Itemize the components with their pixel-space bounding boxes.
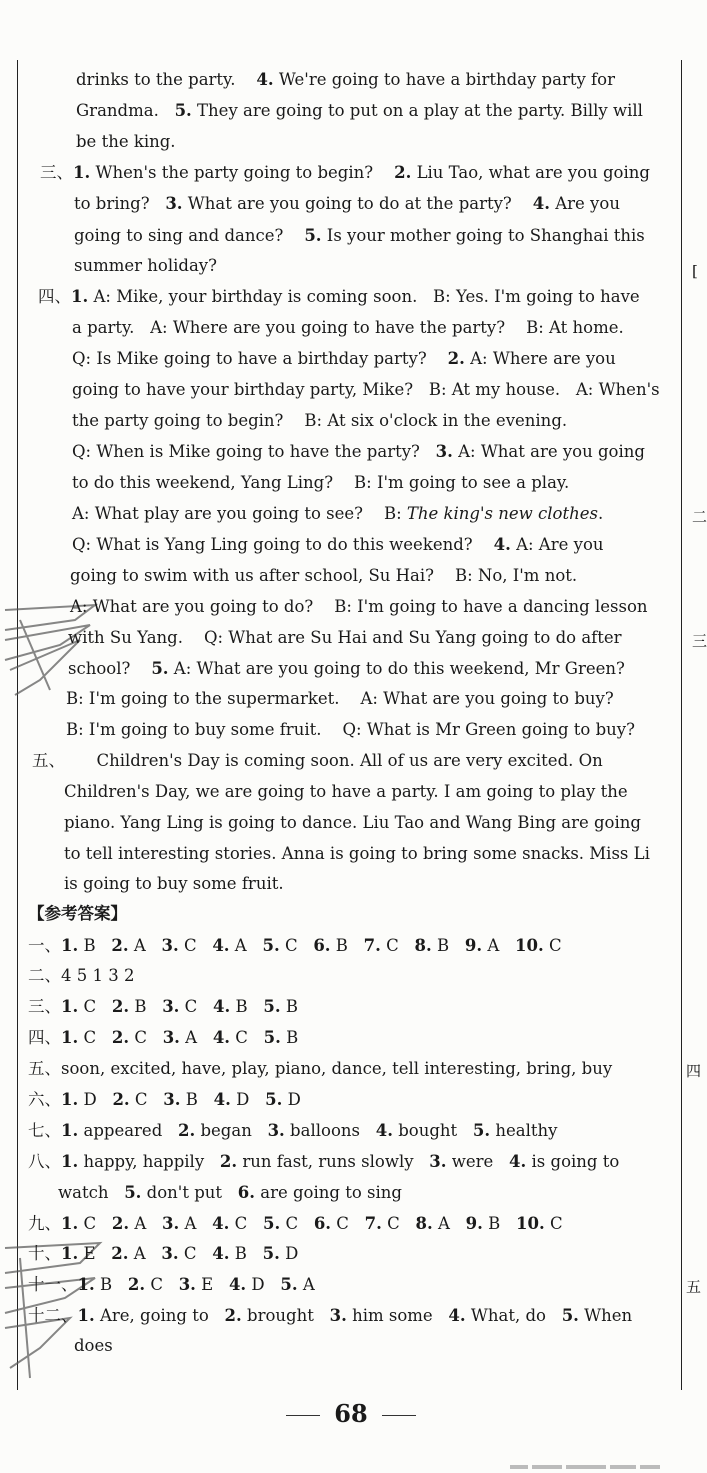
right-edge-mark-1: [ [692,262,698,280]
text-line: 五、soon, excited, have, play, piano, dance, tell interesting, bring, buy [28,1059,613,1078]
text-line: does [74,1336,113,1355]
text-line: B: I'm going to the supermarket. A: What are you going to buy? [66,689,614,708]
text-line: 一、1. B 2. A 3. C 4. A 5. C 6. B 7. C 8. B 9. A 10. C [28,936,562,955]
text-line: 六、1. D 2. C 3. B 4. D 5. D [28,1090,301,1109]
text-line: drinks to the party. 4. We're going to have a birthday party for [76,70,615,89]
left-margin-rule [17,60,18,1390]
right-edge-mark-3: 三 [692,632,707,650]
text-line: 十一、1. B 2. C 3. E 4. D 5. A [28,1275,315,1294]
right-margin-rule [681,60,682,1390]
text-line: to bring? 3. What are you going to do at the party? 4. Are you [74,194,620,213]
text-line: 八、1. happy, happily 2. run fast, runs slowly 3. were 4. is going to [28,1152,620,1171]
text-line: B: I'm going to buy some fruit. Q: What is Mr Green going to buy? [66,720,635,739]
text-line: is going to buy some fruit. [64,874,284,893]
text-line: a party. A: Where are you going to have the party? B: At home. [72,318,624,337]
text-line: A: What play are you going to see? B: The king's new clothes. [72,504,604,523]
right-edge-mark-4: 四 [686,1062,702,1080]
right-edge-mark-5: 五 [686,1278,702,1296]
text-line: Children's Day, we are going to have a party. I am going to play the [64,782,628,801]
bottom-decoration [510,1454,680,1460]
text-line: going to have your birthday party, Mike? B: At my house. A: When's [72,380,660,399]
text-line: 三、1. When's the party going to begin? 2. Liu Tao, what are you going [40,163,650,182]
text-line: A: What are you going to do? B: I'm going to have a dancing lesson [70,597,648,616]
text-line: 十、1. E 2. A 3. C 4. B 5. D [28,1244,299,1263]
text-line: with Su Yang. Q: What are Su Hai and Su Yang going to do after [68,628,622,647]
text-line: Q: Is Mike going to have a birthday party? 2. A: Where are you [72,349,616,368]
text-line: 三、1. C 2. B 3. C 4. B 5. B [28,997,298,1016]
right-edge-mark-2: 二 [692,508,707,526]
page-number-text: 68 [334,1399,368,1428]
text-line: 四、1. C 2. C 3. A 4. C 5. B [28,1028,299,1047]
text-line: going to sing and dance? 5. Is your mother going to Shanghai this [74,226,645,245]
text-line: 二、4 5 1 3 2 [28,966,135,985]
page-number [0,1399,702,1428]
text-line: Grandma. 5. They are going to put on a play at the party. Billy will [76,101,643,120]
text-line: 【参考答案】 [28,904,127,923]
text-line: piano. Yang Ling is going to dance. Liu Tao and Wang Bing are going [64,813,641,832]
text-line: to do this weekend, Yang Ling? B: I'm going to see a play. [72,473,570,492]
text-line: summer holiday? [74,256,217,275]
text-line: 十二、1. Are, going to 2. brought 3. him some 4. What, do 5. When [28,1306,633,1325]
text-line: Q: When is Mike going to have the party? 3. A: What are you going [72,442,645,461]
text-line: 四、1. A: Mike, your birthday is coming soon. B: Yes. I'm going to have [38,287,640,306]
text-line: be the king. [76,132,176,151]
text-line: the party going to begin? B: At six o'clock in the evening. [72,411,568,430]
text-line: going to swim with us after school, Su Hai? B: No, I'm not. [70,566,578,585]
text-line: 七、1. appeared 2. began 3. balloons 4. bought 5. healthy [28,1121,558,1140]
text-line: 九、1. C 2. A 3. A 4. C 5. C 6. C 7. C 8. A 9. B 10. C [28,1214,563,1233]
text-line: to tell interesting stories. Anna is going to bring some snacks. Miss Li [64,844,650,863]
text-line: school? 5. A: What are you going to do this weekend, Mr Green? [68,659,625,678]
text-line: watch 5. don't put 6. are going to sing [58,1183,402,1202]
text-line: Q: What is Yang Ling going to do this weekend? 4. A: Are you [72,535,604,554]
text-line: 五、 Children's Day is coming soon. All of us are very excited. On [32,751,603,770]
